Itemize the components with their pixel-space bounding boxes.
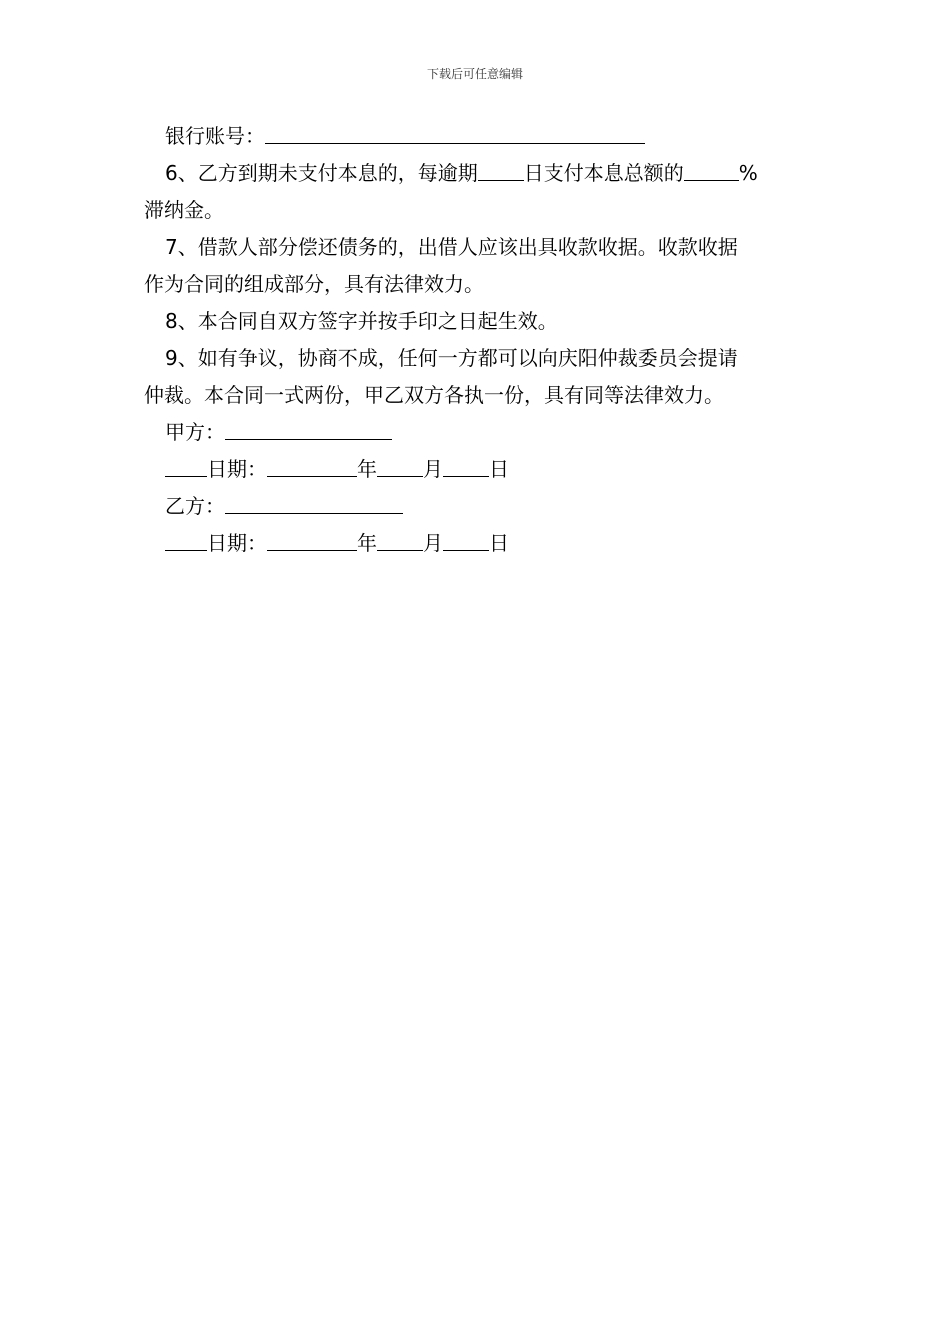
clause-8-line: 8、本合同自双方签字并按手印之日起生效。 <box>165 309 558 333</box>
party-a-label: 甲方： <box>165 420 225 444</box>
clause-7-line-2: 作为合同的组成部分，具有法律效力。 <box>144 272 484 296</box>
bank-account-line <box>144 118 809 155</box>
clause-6-continuation: 滞纳金。 <box>144 198 224 222</box>
clause-9-line-1: 9、如有争议，协商不成，任何一方都可以向庆阳仲裁委员会提请 <box>165 346 738 370</box>
clause-9-line-2: 仲裁。本合同一式两份，甲乙双方各执一份，具有同等法律效力。 <box>144 383 724 407</box>
party-a-month-blank <box>377 454 423 477</box>
overdue-days-blank <box>478 158 524 181</box>
party-a-signature-line <box>144 414 809 451</box>
party-b-month-blank <box>377 528 423 551</box>
party-b-prefix-blank <box>165 528 207 551</box>
penalty-rate-blank <box>684 158 739 181</box>
party-a-signature-blank <box>225 417 392 440</box>
party-b-date-label: 日期： <box>207 531 267 555</box>
party-a-date-line <box>144 451 809 488</box>
party-a-day-blank <box>443 454 489 477</box>
party-a-prefix-blank <box>165 454 207 477</box>
page-header: 下载后可任意编辑 <box>426 67 523 81</box>
clause-6-text-1: 6、乙方到期未支付本息的，每逾期 <box>165 161 478 185</box>
bank-account-blank <box>265 121 645 144</box>
clause-7-line-1: 7、借款人部分偿还债务的，出借人应该出具收款收据。收款收据 <box>165 235 738 259</box>
party-a-date-label: 日期： <box>207 457 267 481</box>
party-b-month-label: 月 <box>423 531 443 555</box>
party-b-year-blank <box>267 528 357 551</box>
party-b-signature-blank <box>225 491 403 514</box>
document-body <box>144 118 809 562</box>
party-b-signature-line <box>144 488 809 525</box>
party-a-year-blank <box>267 454 357 477</box>
clause-6-line <box>144 155 809 192</box>
bank-account-label: 银行账号： <box>165 124 265 148</box>
party-b-year-label: 年 <box>357 531 377 555</box>
clause-6-text-2: 日支付本息总额的 <box>523 161 684 185</box>
party-a-month-label: 月 <box>423 457 443 481</box>
party-b-date-line <box>144 525 809 562</box>
party-b-day-blank <box>443 528 489 551</box>
party-a-day-label: 日 <box>489 457 509 481</box>
clause-6-text-3: % <box>738 161 758 185</box>
party-a-year-label: 年 <box>357 457 377 481</box>
party-b-day-label: 日 <box>489 531 509 555</box>
party-b-label: 乙方： <box>165 494 225 518</box>
